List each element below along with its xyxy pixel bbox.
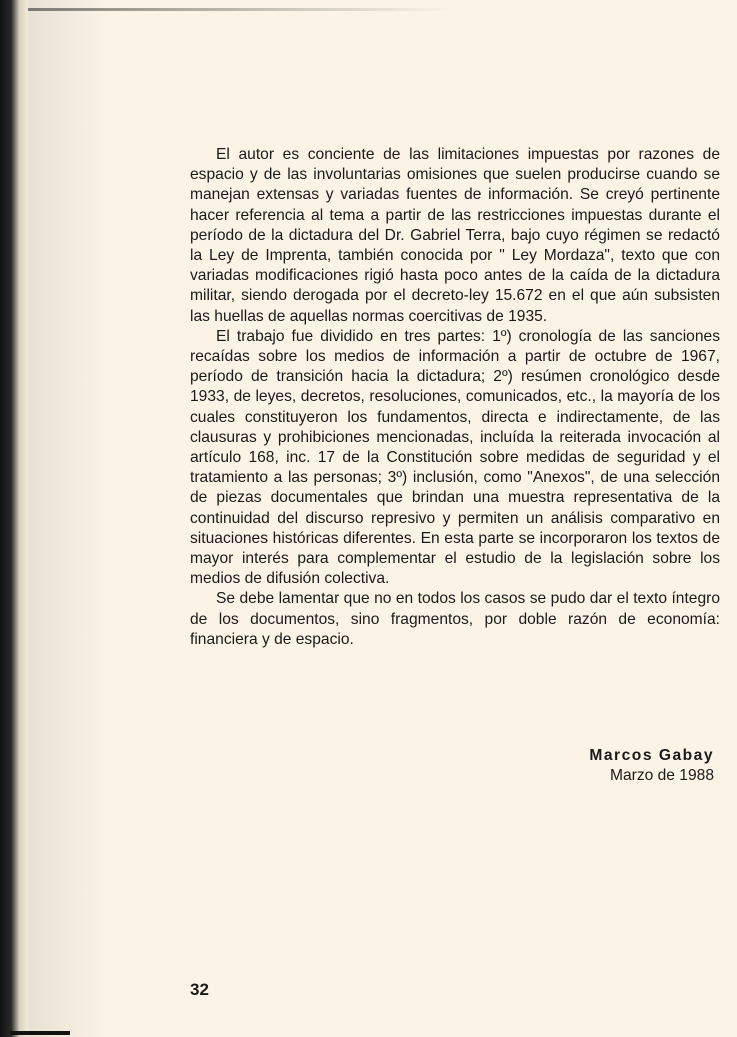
book-spine-shadow <box>0 0 28 1037</box>
page-bottom-edge <box>10 1031 70 1035</box>
body-text <box>190 145 720 650</box>
page-top-edge <box>28 8 737 11</box>
author-name: Marcos Gabay <box>589 747 714 764</box>
paragraph-1: El autor es conciente de las limitaciones impuestas por razones de espacio y de las involuntarias omisiones que suelen producirse cuando se manejan extensas y variadas fuentes de información. Se creyó pertinente hacer referencia al tema a partir de las restricciones impuestas durante el período de la dictadura del Dr. Gabriel Terra, bajo cuyo régimen se redactó la Ley de Imprenta, también conocida por " Ley Mordaza", texto que con variadas modificaciones rigió hasta poco antes de la caída de la dictadura militar, siendo derogada por el decreto-ley 15.672 en el que aún subsisten las huellas de aquellas normas coercitivas de 1935. <box>190 146 720 325</box>
paragraph-3: Se debe lamentar que no en todos los casos se pudo dar el texto íntegro de los documentos, sino fragmentos, por doble razón de economía: financiera y de espacio. <box>190 590 720 648</box>
signature-date: Marzo de 1988 <box>609 767 714 784</box>
gutter-shadow <box>28 0 108 1037</box>
page-number: 32 <box>190 980 209 999</box>
paragraph-2: El trabajo fue dividido en tres partes: 1º) cronología de las sanciones recaídas sobre los medios de información a partir de octubre de 1967, período de transición hacia la dictadura; 2º) resúmen cronológico desde 1933, de leyes, decretos, resoluciones, comunicados, etc., la mayoría de los cuales constituyeron los fundamentos, directa e indirectamente, de las clausuras y prohibiciones mencionadas, incluída la reiterada invocación al artículo 168, inc. 17 de la Constitución sobre medidas de seguridad y el tratamiento a las personas; 3º) inclusión, como "Anexos", de una selección de piezas documentales que brindan una muestra representativa de la continuidad del discurso represivo y permiten un análisis comparativo en situaciones históricas diferentes. En esta parte se incorporaron los textos de mayor interés para complementar el estudio de la legislación sobre los medios de difusión colectiva. <box>190 327 720 588</box>
signature-block <box>589 746 714 786</box>
